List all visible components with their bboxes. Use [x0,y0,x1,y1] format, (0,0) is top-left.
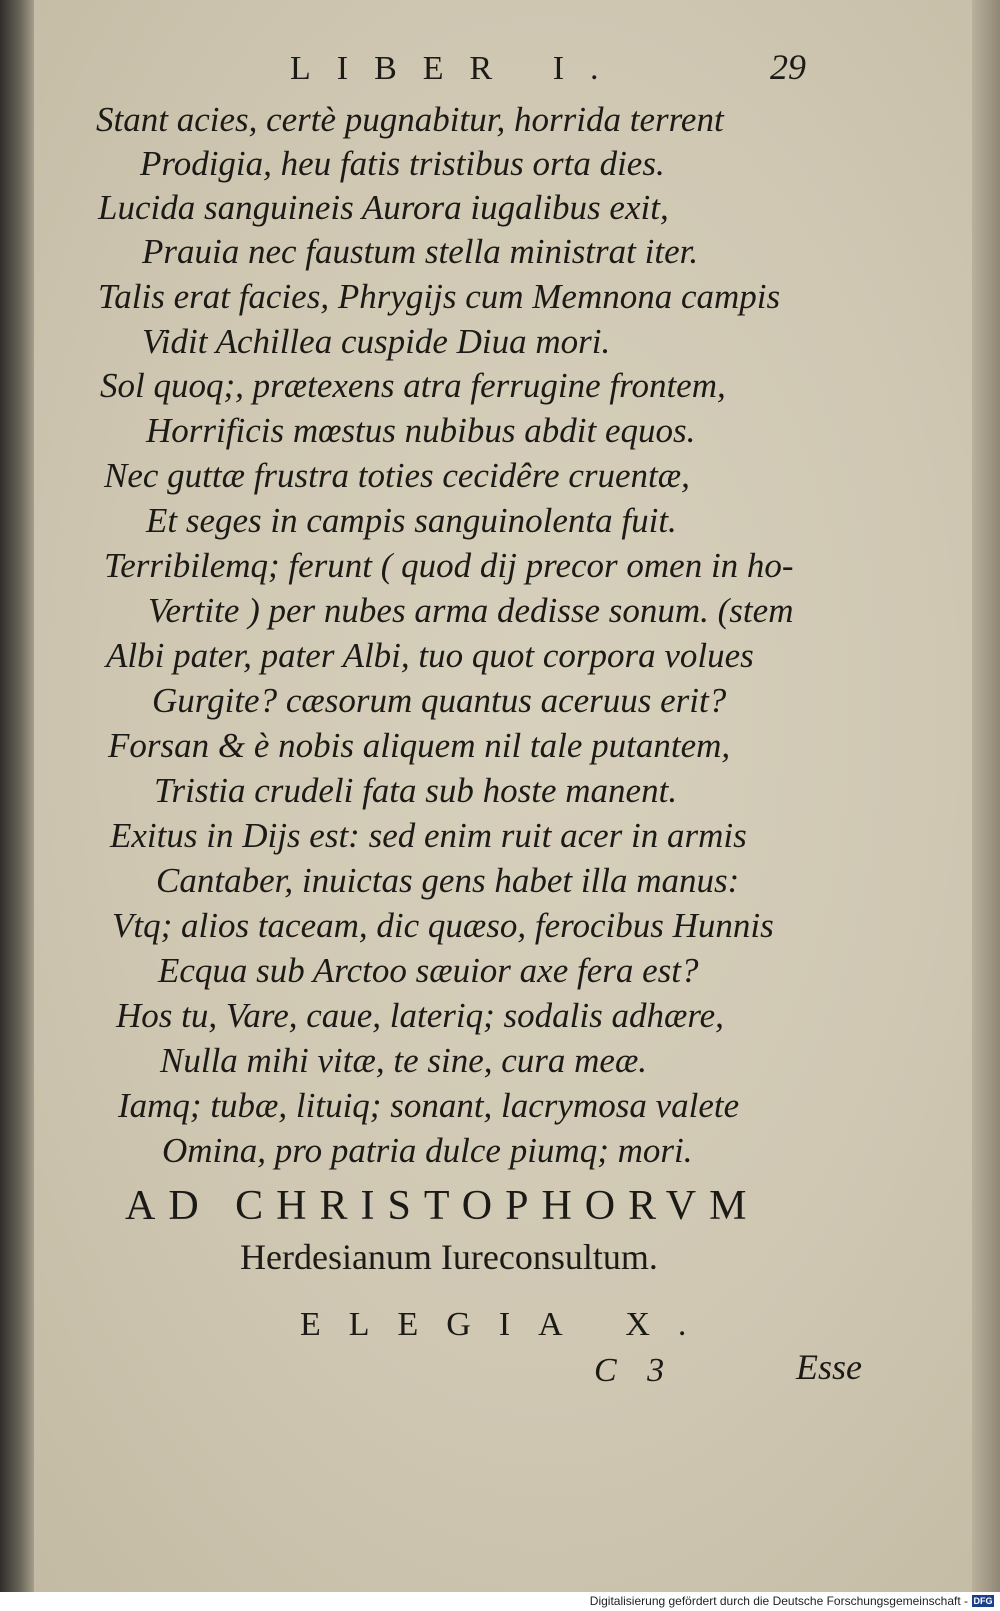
verse-line: Stant acies, certè pugnabitur, horrida terrent [96,100,724,139]
verse-line: Iamq; tubæ, lituiq; sonant, lacrymosa valete [118,1086,740,1125]
catchword: Esse [796,1347,862,1387]
verse-line: Gurgite? cæsorum quantus aceruus erit? [152,681,727,720]
running-title: LIBER I. [290,50,625,87]
verse-line: Exitus in Dijs est: sed enim ruit acer in armis [110,816,747,855]
verse-line: Nec guttæ frustra toties cecidêre cruentæ, [104,456,690,495]
heading-elegy-number: ELEGIA X. [300,1306,715,1343]
verse-line: Albi pater, pater Albi, tuo quot corpora volues [106,636,754,675]
verse-line: Lucida sanguineis Aurora iugalibus exit, [98,188,669,227]
verse-line: Prodigia, heu fatis tristibus orta dies. [140,144,665,183]
book-spine [0,0,34,1592]
verse-line: Ecqua sub Arctoo sæuior axe fera est? [158,951,699,990]
page-number: 29 [770,47,806,87]
verse-line: Forsan & è nobis aliquem nil tale putantem, [108,726,731,765]
verse-line: Nulla mihi vitæ, te sine, cura meæ. [160,1041,648,1080]
verse-line: Terribilemq; ferunt ( quod dij precor omen in ho- [104,546,794,585]
heading-dedication: AD CHRISTOPHORVM [125,1183,760,1229]
verse-line: Vertite ) per nubes arma dedisse sonum. (stem [148,591,794,630]
verse-line: Sol quoq;, prætexens atra ferrugine frontem, [100,366,726,405]
verse-line: Hos tu, Vare, caue, lateriq; sodalis adhære, [116,996,724,1035]
digitization-footer [0,1592,1000,1611]
verse-line: Tristia crudeli fata sub hoste manent. [154,771,678,810]
page-header [0,47,1000,98]
heading-subtitle: Herdesianum Iureconsultum. [240,1237,658,1277]
verse-line: Talis erat facies, Phrygijs cum Memnona campis [98,277,781,316]
verse-line: Cantaber, inuictas gens habet illa manus: [156,861,740,900]
verse-line: Horrificis mœstus nubibus abdit equos. [146,411,696,450]
page-edge [972,0,1000,1592]
verse-line: Vidit Achillea cuspide Diua mori. [142,322,611,361]
verse-line: Omina, pro patria dulce piumq; mori. [162,1131,693,1170]
verse-line: Et seges in campis sanguinolenta fuit. [146,501,677,540]
verse-line: Prauia nec faustum stella ministrat iter. [142,232,699,271]
funding-credit: Digitalisierung gefördert durch die Deutsche Forschungsgemeinschaft - [589,1594,968,1608]
verse-line: Vtq; alios taceam, dic quæso, ferocibus Hunnis [112,906,774,945]
dfg-logo: DFG [973,1596,993,1606]
signature-mark: C 3 [594,1352,665,1389]
